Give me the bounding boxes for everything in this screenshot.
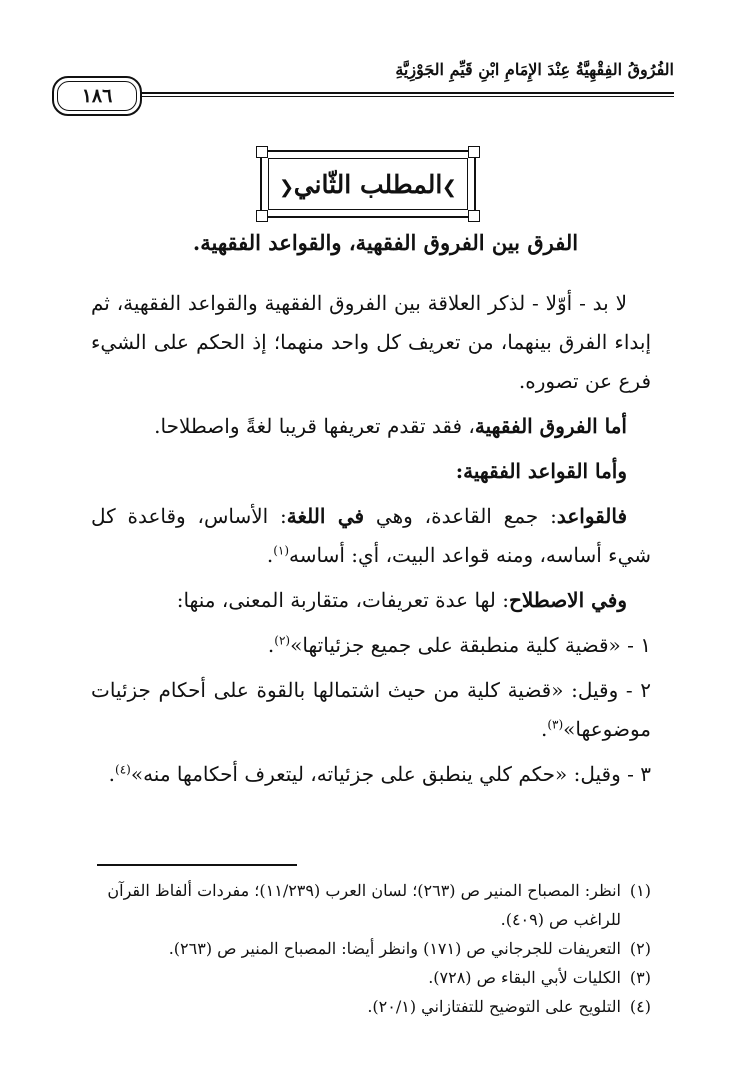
footnote-3	[91, 963, 651, 992]
definition-text: ١ - «قضية كلية منطبقة على جميع جزئياتها»	[290, 633, 651, 657]
footnote-4	[91, 992, 651, 1021]
page-number: ١٨٦	[81, 85, 113, 107]
definition-text: ٢ - وقيل: «قضية كلية من حيث اشتمالها بالقوة على أحكام جزئيات موضوعها»	[91, 678, 651, 741]
footnote-number: (٤)	[629, 997, 651, 1016]
definition-text: .	[540, 717, 548, 741]
term-lugha: في اللغة	[286, 504, 365, 528]
frame-corner-ornament	[256, 210, 268, 222]
section-title-frame	[260, 150, 476, 218]
footnote-number: (٣)	[629, 968, 651, 987]
paragraph-furuq	[91, 407, 651, 446]
chevron-ornament-icon: ❯	[441, 177, 457, 198]
definition-item-2	[91, 671, 651, 749]
definition-text: .	[267, 633, 275, 657]
definition-text: .	[108, 762, 116, 786]
frame-corner-ornament	[468, 146, 480, 158]
footnote-ref[interactable]: (٢)	[274, 633, 291, 648]
page-number-badge	[52, 76, 142, 116]
definition-text: ٣ - وقيل: «حكم كلي ينطبق على جزئياته، ليتعرف أحكامها منه»	[130, 762, 651, 786]
paragraph-text: : جمع القاعدة، وهي	[364, 504, 557, 528]
footnote-ref[interactable]: (١)	[273, 543, 290, 558]
paragraph-text: .	[266, 543, 274, 567]
frame-corner-ornament	[468, 210, 480, 222]
term-istilah: وفي الاصطلاح	[508, 588, 627, 612]
paragraph-qawaid-heading	[91, 452, 651, 491]
footnote-text: التلويح على التوضيح للتفتازاني (٢٠/١).	[367, 997, 621, 1016]
paragraph-text: : لها عدة تعريفات، متقاربة المعنى، منها:	[176, 588, 509, 612]
running-title: الفُرُوقُ الفِقْهِيَّةُ عِنْدَ الإِمَامِ ابْنِ قَيِّمِ الجَوْزِيَّةِ	[395, 60, 674, 79]
footnote-number: (٢)	[629, 939, 651, 958]
section-title: المطلب الثّاني	[293, 169, 443, 199]
footnote-text: انظر: المصباح المنير ص (٢٦٣)؛ لسان العرب (١١/٢٣٩)؛ مفردات ألفاظ القرآن للراغب ص (٤٠٩).	[107, 881, 621, 929]
chevron-ornament-icon: ❮	[279, 177, 295, 198]
footnote-divider	[97, 864, 297, 866]
header-rule-secondary	[138, 96, 674, 97]
footnote-number: (١)	[629, 881, 651, 900]
footnote-2	[91, 934, 651, 963]
definition-item-3	[91, 755, 651, 794]
term-qawaid: وأما القواعد الفقهية:	[455, 459, 627, 483]
paragraph-text: ، فقد تقدم تعريفها قريبا لغةً واصطلاحا.	[154, 414, 475, 438]
footnote-text: الكليات لأبي البقاء ص (٧٢٨).	[428, 968, 621, 987]
section-subtitle: الفرق بين الفروق الفقهية، والقواعد الفقهية.	[192, 230, 579, 255]
frame-corner-ornament	[256, 146, 268, 158]
footnote-ref[interactable]: (٣)	[547, 717, 564, 732]
footnote-1	[91, 876, 651, 934]
paragraph-intro: لا بد - أوّلا - لذكر العلاقة بين الفروق الفقهية والقواعد الفقهية، ثم إبداء الفرق بينهما، من تعريف كل واحد منهما؛ إذ الحكم على الشيء فرع عن تصوره.	[91, 291, 651, 393]
footnotes	[91, 876, 651, 1021]
definition-item-1	[91, 626, 651, 665]
section-title-inner-frame	[268, 158, 468, 210]
paragraph-text: : الأساس، وقاعدة كل شيء أساسه، ومنه قواعد البيت، أي: أساسه	[91, 504, 651, 567]
term-qawaid-word: فالقواعد	[556, 504, 628, 528]
header-rule	[138, 92, 674, 94]
footnote-text: التعريفات للجرجاني ص (١٧١) وانظر أيضا: المصباح المنير ص (٢٦٣).	[168, 939, 621, 958]
main-text	[91, 284, 651, 794]
footnote-ref[interactable]: (٤)	[115, 762, 131, 777]
paragraph-istilah	[91, 581, 651, 620]
term-furuq: أما الفروق الفقهية	[474, 414, 627, 438]
paragraph-qawaid-lugha	[91, 497, 651, 575]
